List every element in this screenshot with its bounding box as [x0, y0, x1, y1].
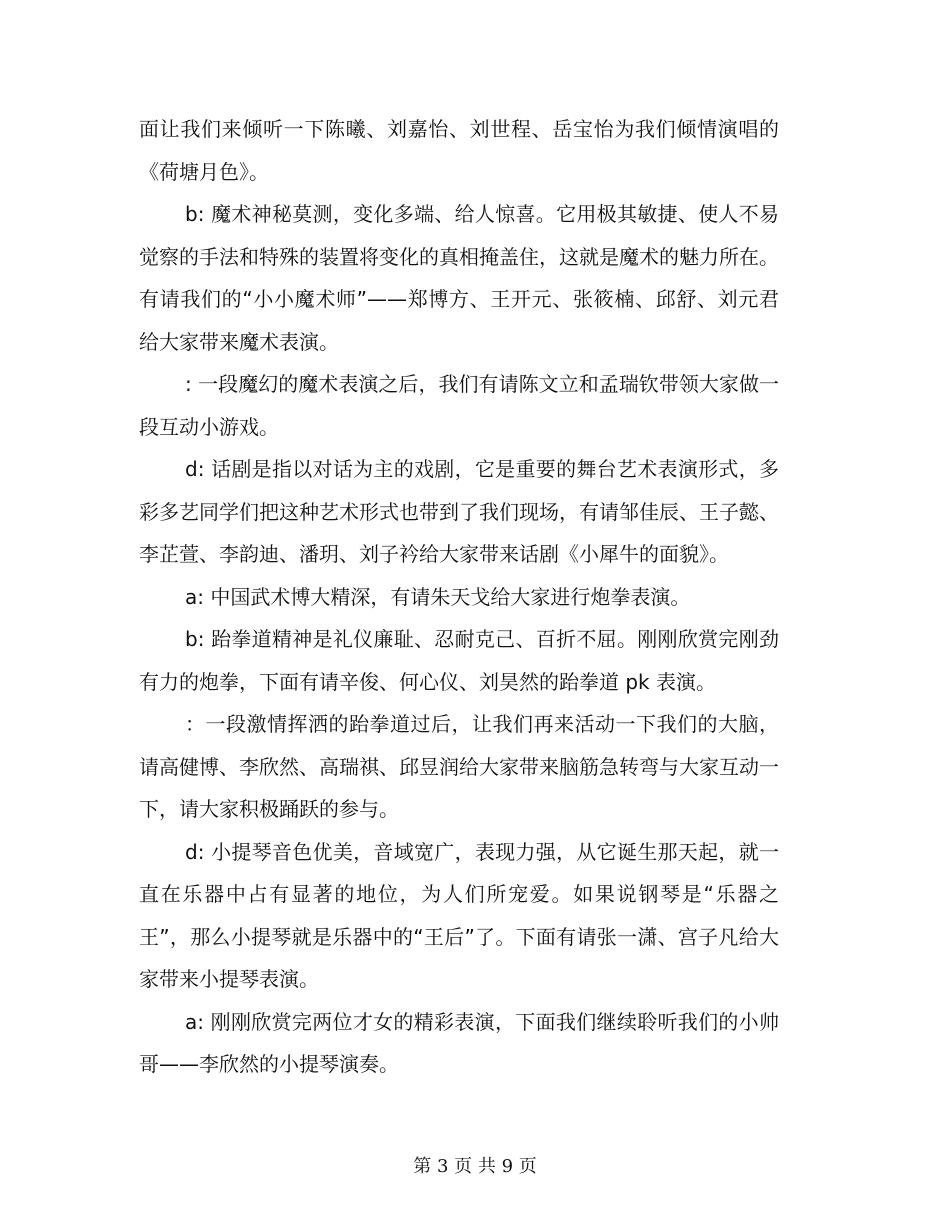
paragraph-violin-intro: d: 小提琴音色优美，音域宽广，表现力强，从它诞生那天起，就一直在乐器中占有显著的地位，为人们所宠爱。如果说钢琴是“乐器之王”，那么小提琴就是乐器中的“王后”了。下面有请张一潇、宫子凡给大家带来小提琴表演。: [139, 839, 779, 991]
paragraph-magic-intro: b: 魔术神秘莫测，变化多端、给人惊喜。它用极其敏捷、使人不易觉察的手法和特殊的装置将变化的真相掩盖住，这就是魔术的魅力所在。有请我们的“小小魔术师”——郑博方、王开元、张筱楠、邱舒、刘元君给大家带来魔术表演。: [139, 202, 779, 354]
paragraph-violin-solo: a: 刚刚欣赏完两位才女的精彩表演，下面我们继续聆听我们的小帅哥——李欣然的小提琴演奏。: [139, 1009, 779, 1076]
paragraph-continuation: 面让我们来倾听一下陈曦、刘嘉怡、刘世程、岳宝怡为我们倾情演唱的《荷塘月色》。: [139, 117, 779, 184]
paragraph-taekwondo: b: 跆拳道精神是礼仪廉耻、忍耐克己、百折不屈。刚刚欣赏完刚劲有力的炮拳，下面有请辛俊、何心仪、刘昊然的跆拳道 pk 表演。: [139, 627, 779, 694]
document-body: [139, 108, 779, 1086]
paragraph-martial-arts: a: 中国武术博大精深，有请朱天戈给大家进行炮拳表演。: [185, 584, 691, 609]
paragraph-interactive-game: : 一段魔幻的魔术表演之后，我们有请陈文立和孟瑞钦带领大家做一段互动小游戏。: [139, 372, 779, 439]
paragraph-brain-teaser: ：一段激情挥洒的跆拳道过后，让我们再来活动一下我们的大脑，请高健博、李欣然、高瑞祺、邱昱润给大家带来脑筋急转弯与大家互动一下，请大家积极踊跃的参与。: [139, 712, 779, 821]
paragraph-drama-intro: d: 话剧是指以对话为主的戏剧，它是重要的舞台艺术表演形式，多彩多艺同学们把这种艺术形式也带到了我们现场，有请邹佳辰、王子懿、李芷萱、李韵迪、潘玥、刘子衿给大家带来话剧《小犀牛的面貌》。: [139, 457, 779, 566]
page-number-footer: 第 3 页 共 9 页: [413, 1156, 537, 1177]
